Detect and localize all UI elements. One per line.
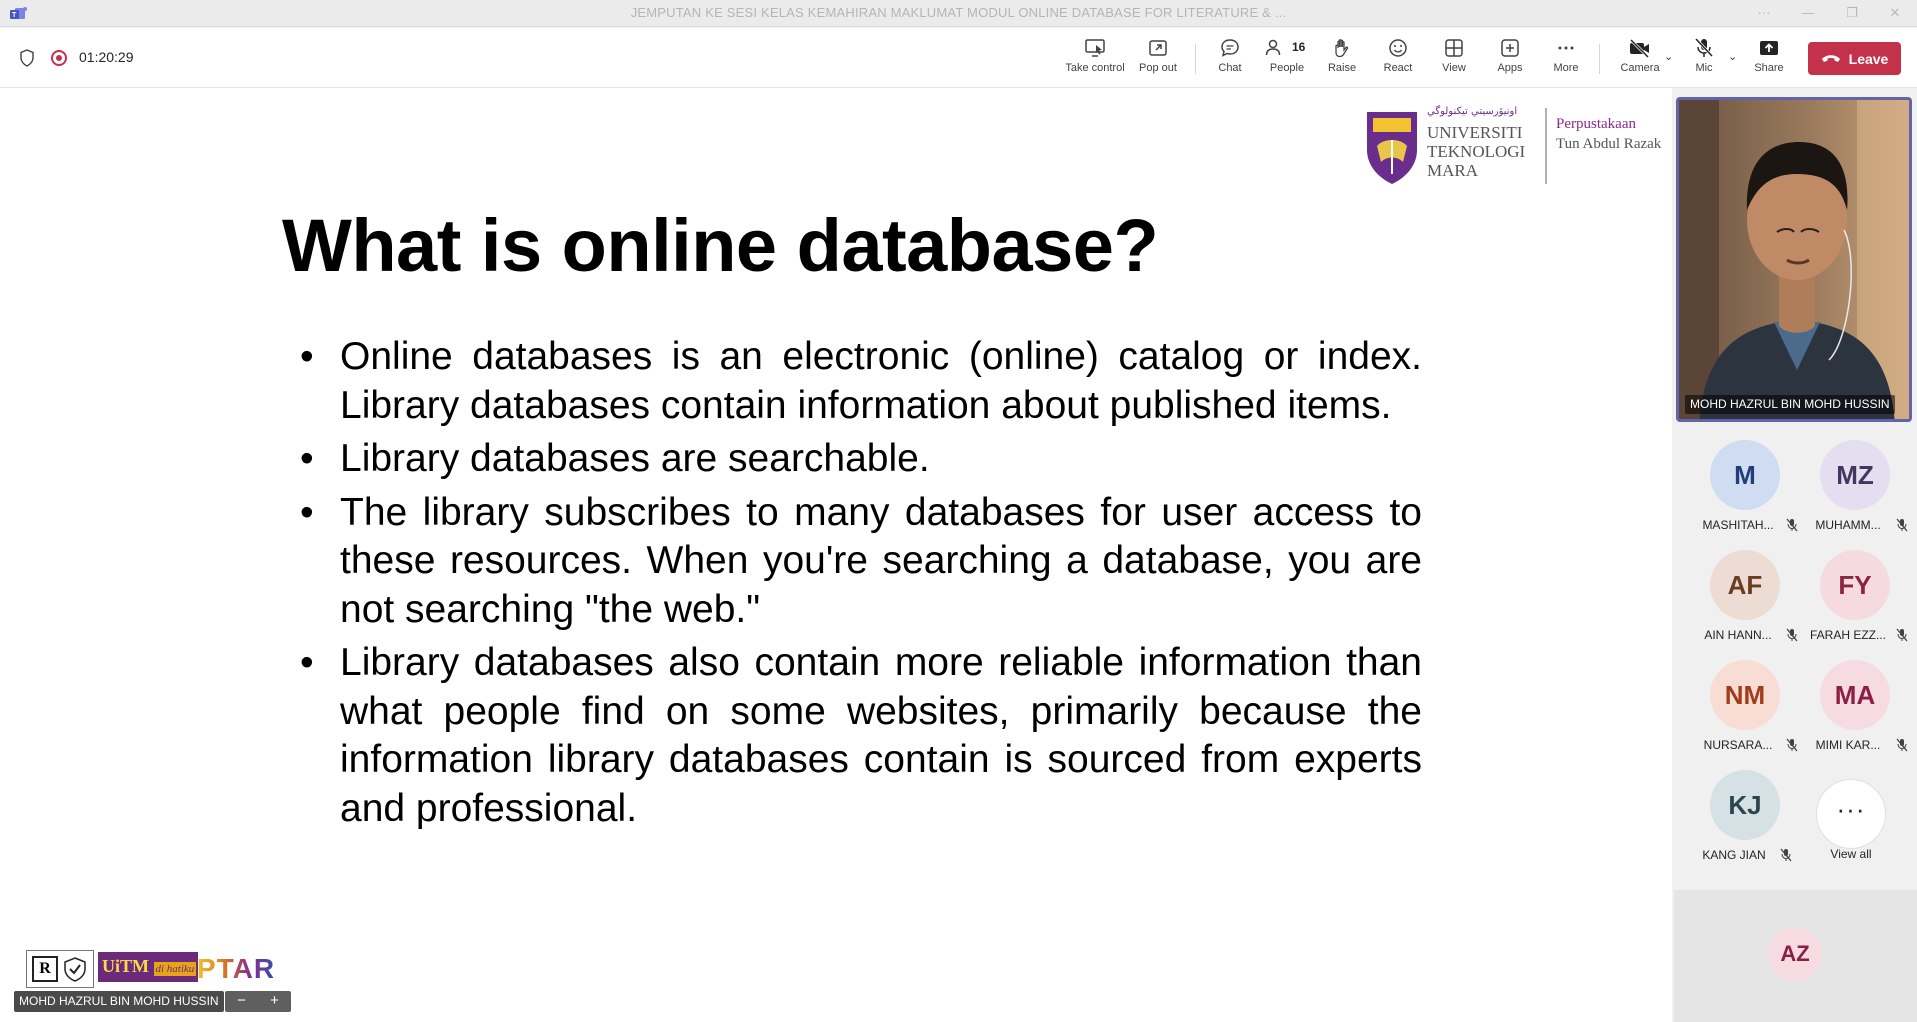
participant-tile[interactable] [1688,440,1798,540]
share-tray-icon [1758,37,1780,59]
take-control-label: Take control [1065,62,1125,74]
mic-off-icon [1896,738,1908,752]
slide-bullet-list [300,333,1422,838]
participant-name: FARAH EZZ... [1809,628,1886,642]
participant-tile[interactable] [1798,660,1908,760]
apps-label: Apps [1497,62,1523,74]
participant-name: MASHITAH... [1702,518,1774,532]
mic-off-icon [1786,738,1798,752]
slide-bullet: • The library subscribes to many databases for user access to these resources. When you're searching a database, you are not searching "the web." [300,489,1422,635]
avatar: FY [1820,550,1890,620]
pop-out-label: Pop out [1139,62,1177,74]
iso-mark: R [32,956,58,982]
window-title: JEMPUTAN KE SESI KELAS KEMAHIRAN MAKLUMAT MODUL ONLINE DATABASE FOR LITERATURE & ... [630,5,1287,20]
pop-out-icon [1147,37,1169,59]
take-control-icon [1084,37,1106,59]
meeting-timer: 01:20:29 [79,49,134,65]
uitm-tagline: di hatiku [155,963,195,975]
participant-panel [1672,88,1917,1022]
share-button[interactable] [1745,34,1793,84]
logo-line3: MARA [1427,161,1479,180]
toolbar-divider [1599,44,1600,74]
logo-line2: TEKNOLOGI [1427,142,1526,161]
raise-label: Raise [1327,62,1357,74]
take-control-button[interactable] [1060,34,1130,84]
hang-up-phone-icon [1821,53,1841,65]
zoom-out-button[interactable]: − [237,992,246,1009]
uitm-wordmark: UiTM [102,956,149,976]
mic-off-icon [1693,37,1715,59]
mic-options-chevron-down-icon[interactable]: ⌄ [1728,51,1738,63]
people-icon [1264,37,1286,59]
presenter-name-tag: MOHD HAZRUL BIN MOHD HUSSIN [14,991,224,1012]
shield-icon [19,49,35,67]
camera-options-chevron-down-icon[interactable]: ⌄ [1664,51,1674,63]
participant-tile[interactable] [1688,550,1798,650]
minimize-button[interactable]: — [1801,5,1815,20]
camera-off-icon [1628,37,1652,59]
avatar: M [1710,440,1780,510]
slide-bullet: • Library databases also contain more reliable information than what people find on some websites, primarily because the information library databases contain is sourced from experts and professional. [300,639,1422,833]
raise-hand-button[interactable] [1318,34,1366,84]
slide-bullet: • Library databases are searchable. [300,435,1422,484]
avatar: AZ [1768,927,1822,981]
mic-label: Mic [1695,62,1713,74]
toolbar-divider [1195,44,1196,74]
ptar-logo [196,950,276,988]
mic-button[interactable] [1680,34,1728,84]
ptar-wordmark: PTAR [196,953,276,984]
share-label: Share [1754,62,1784,74]
pop-out-button[interactable] [1132,34,1184,84]
people-count: 16 [1292,40,1306,54]
footer-logos [26,950,276,990]
more-button[interactable] [1542,34,1590,84]
apps-button[interactable] [1486,34,1534,84]
participant-tile[interactable] [1798,440,1908,540]
people-button[interactable] [1260,34,1314,84]
leave-label: Leave [1848,50,1889,67]
avatar: NM [1710,660,1780,730]
participant-name: MUHAMM... [1815,518,1881,532]
mic-off-icon [1786,518,1798,532]
uitm-ptar-logo [1363,102,1663,186]
avatar: KJ [1710,770,1780,840]
checkmark-shield-icon [62,956,88,982]
view-all-label[interactable]: View all [1830,847,1872,861]
react-button[interactable] [1374,34,1422,84]
chat-label: Chat [1218,62,1242,74]
close-window-button[interactable]: ✕ [1889,5,1901,20]
participant-name: MIMI KAR... [1815,738,1881,752]
uitm-crest-icon [1363,102,1663,186]
people-label: People [1269,62,1305,74]
speaker-name-label: MOHD HAZRUL BIN MOHD HUSSIN [1685,395,1895,414]
participant-tile[interactable] [1798,550,1908,650]
leave-button[interactable] [1808,42,1901,75]
view-all-button[interactable]: ··· [1816,779,1886,849]
camera-label: Camera [1620,62,1660,74]
participant-tile[interactable] [1688,770,1798,870]
mic-off-icon [1780,848,1792,862]
view-grid-icon [1443,37,1465,59]
logo-library2: Tun Abdul Razak [1556,136,1662,152]
zoom-control [225,991,291,1012]
chat-icon [1219,37,1241,59]
mic-off-icon [1896,518,1908,532]
active-speaker-video[interactable] [1676,97,1912,422]
uitm-di-hatiku-logo [98,952,198,982]
logo-line1: UNIVERSITI [1427,123,1523,142]
avatar: MA [1820,660,1890,730]
svg-text:T: T [12,12,17,19]
avatar: MZ [1820,440,1890,510]
iso-certification-logo [26,950,94,988]
speaker-video-image [1679,100,1912,422]
camera-button[interactable] [1614,34,1666,84]
svg-text:ﺍﻭﻧﻴﯚﺭﺳﻴﺘﻲ ﺗﻴﻜﻨﻮﻟﻮﮔﻲ: ﺍﻭﻧﻴﯚﺭﺳﻴﺘﻲ ﺗﻴﻜﻨﻮﻟﻮﮔﻲ [1427,106,1518,117]
participant-name: AIN HANN... [1704,628,1772,642]
more-dots-icon [1555,37,1577,59]
mic-off-icon [1896,628,1908,642]
window-more-button[interactable]: ··· [1757,5,1771,20]
view-label: View [1442,62,1466,74]
react-label: React [1383,62,1413,74]
shared-screen [0,88,1672,1022]
meeting-toolbar [0,28,1917,88]
slide-bullet: • Online databases is an electronic (online) catalog or index. Library databases contain information about published items. [300,333,1422,430]
participant-tile[interactable] [1688,660,1798,760]
raise-hand-icon [1331,37,1353,59]
mic-off-icon [1786,628,1798,642]
react-emoji-icon [1387,37,1409,59]
logo-library1: Perpustakaan [1556,116,1636,132]
more-label: More [1553,62,1579,74]
overflow-participant-tile[interactable] [1674,890,1917,1022]
view-button[interactable] [1430,34,1478,84]
participant-name: KANG JIAN [1702,848,1766,862]
apps-plus-icon [1499,37,1521,59]
window-titlebar [0,0,1917,27]
maximize-button[interactable]: ❐ [1846,5,1858,20]
slide-title: What is online database? [282,204,1159,287]
zoom-in-button[interactable]: + [270,992,279,1009]
chat-button[interactable] [1206,34,1254,84]
recording-indicator-icon [51,50,67,66]
participant-name: NURSARA... [1703,738,1773,752]
avatar: AF [1710,550,1780,620]
